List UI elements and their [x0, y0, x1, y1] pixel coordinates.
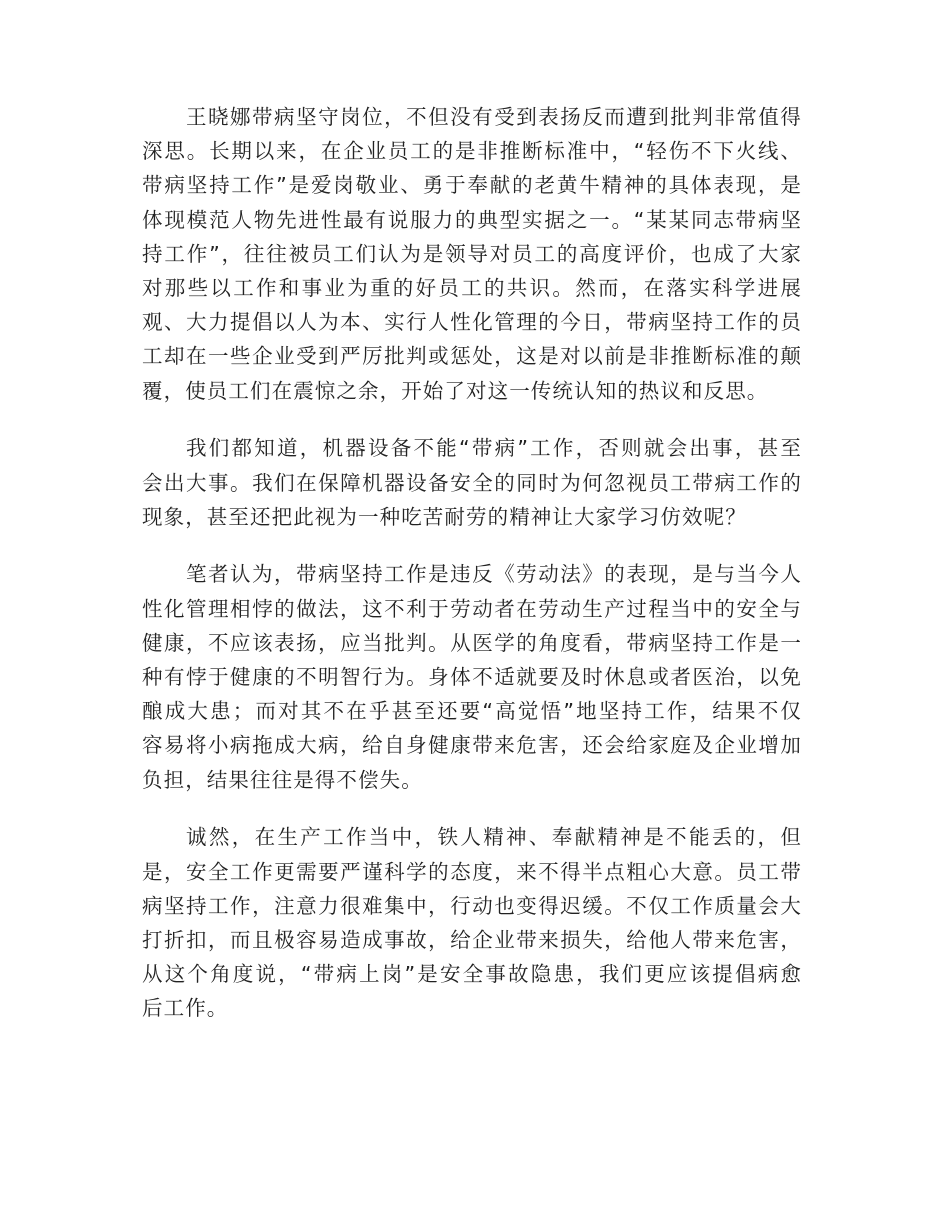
text-line: 病坚持工作，注意力很难集中，行动也变得迟缓。不仅工作质量会大 — [142, 893, 802, 918]
text-line: 会出大事。我们在保障机器设备安全的同时为何忽视员工带病工作的 — [142, 470, 802, 495]
text-line: 是，安全工作更需要严谨科学的态度，来不得半点粗心大意。员工带 — [142, 859, 802, 884]
text-line: 健康，不应该表扬，应当批判。从医学的角度看，带病坚持工作是一 — [142, 630, 802, 655]
paragraph-3 — [142, 557, 802, 796]
text-line: 体现模范人物先进性最有说服力的典型实据之一。“某某同志带病坚 — [142, 207, 802, 232]
article-body — [142, 100, 802, 1049]
text-line: 王晓娜带病坚守岗位，不但没有受到表扬反而遭到批判非常值得 — [186, 105, 802, 129]
paragraph-2 — [142, 431, 802, 534]
text-line: 负担，结果往往是得不偿失。 — [142, 767, 423, 792]
text-line: 后工作。 — [142, 996, 229, 1021]
text-line: 从这个角度说，“带病上岗”是安全事故隐患，我们更应该提倡病愈 — [142, 962, 802, 987]
text-line: 诚然，在生产工作当中，铁人精神、奉献精神是不能丢的，但 — [186, 825, 802, 850]
text-line: 打折扣，而且极容易造成事故，给企业带来损失，给他人带来危害， — [142, 927, 802, 952]
text-line: 性化管理相悖的做法，这不利于劳动者在劳动生产过程当中的安全与 — [142, 596, 802, 621]
paragraph-1 — [142, 100, 802, 408]
text-line: 深思。长期以来，在企业员工的是非推断标准中，“轻伤不下火线、 — [142, 139, 802, 164]
text-line: 持工作”，往往被员工们认为是领导对员工的高度评价，也成了大家 — [142, 241, 802, 266]
text-line: 酿成大患；而对其不在乎甚至还要“高觉悟”地坚持工作，结果不仅 — [142, 699, 802, 724]
text-line: 笔者认为，带病坚持工作是违反《劳动法》的表现，是与当今人 — [186, 562, 802, 587]
text-line: 覆，使员工们在震惊之余，开始了对这一传统认知的热议和反思。 — [142, 378, 769, 403]
text-line: 容易将小病拖成大病，给自身健康带来危害，还会给家庭及企业增加 — [142, 733, 802, 758]
text-line: 带病坚持工作”是爱岗敬业、勇于奉献的老黄牛精神的具体表现，是 — [142, 173, 802, 198]
text-line: 对那些以工作和事业为重的好员工的共识。然而，在落实科学进展 — [142, 276, 802, 301]
text-line: 观、大力提倡以人为本、实行人性化管理的今日，带病坚持工作的员 — [142, 310, 802, 335]
text-line: 工却在一些企业受到严厉批判或惩处，这是对以前是非推断标准的颠 — [142, 344, 802, 369]
text-line: 种有悖于健康的不明智行为。身体不适就要及时休息或者医治，以免 — [142, 665, 802, 690]
text-line: 我们都知道，机器设备不能“带病”工作，否则就会出事，甚至 — [186, 436, 802, 461]
paragraph-4 — [142, 820, 802, 1025]
text-line: 现象，甚至还把此视为一种吃苦耐劳的精神让大家学习仿效呢？ — [142, 504, 747, 529]
